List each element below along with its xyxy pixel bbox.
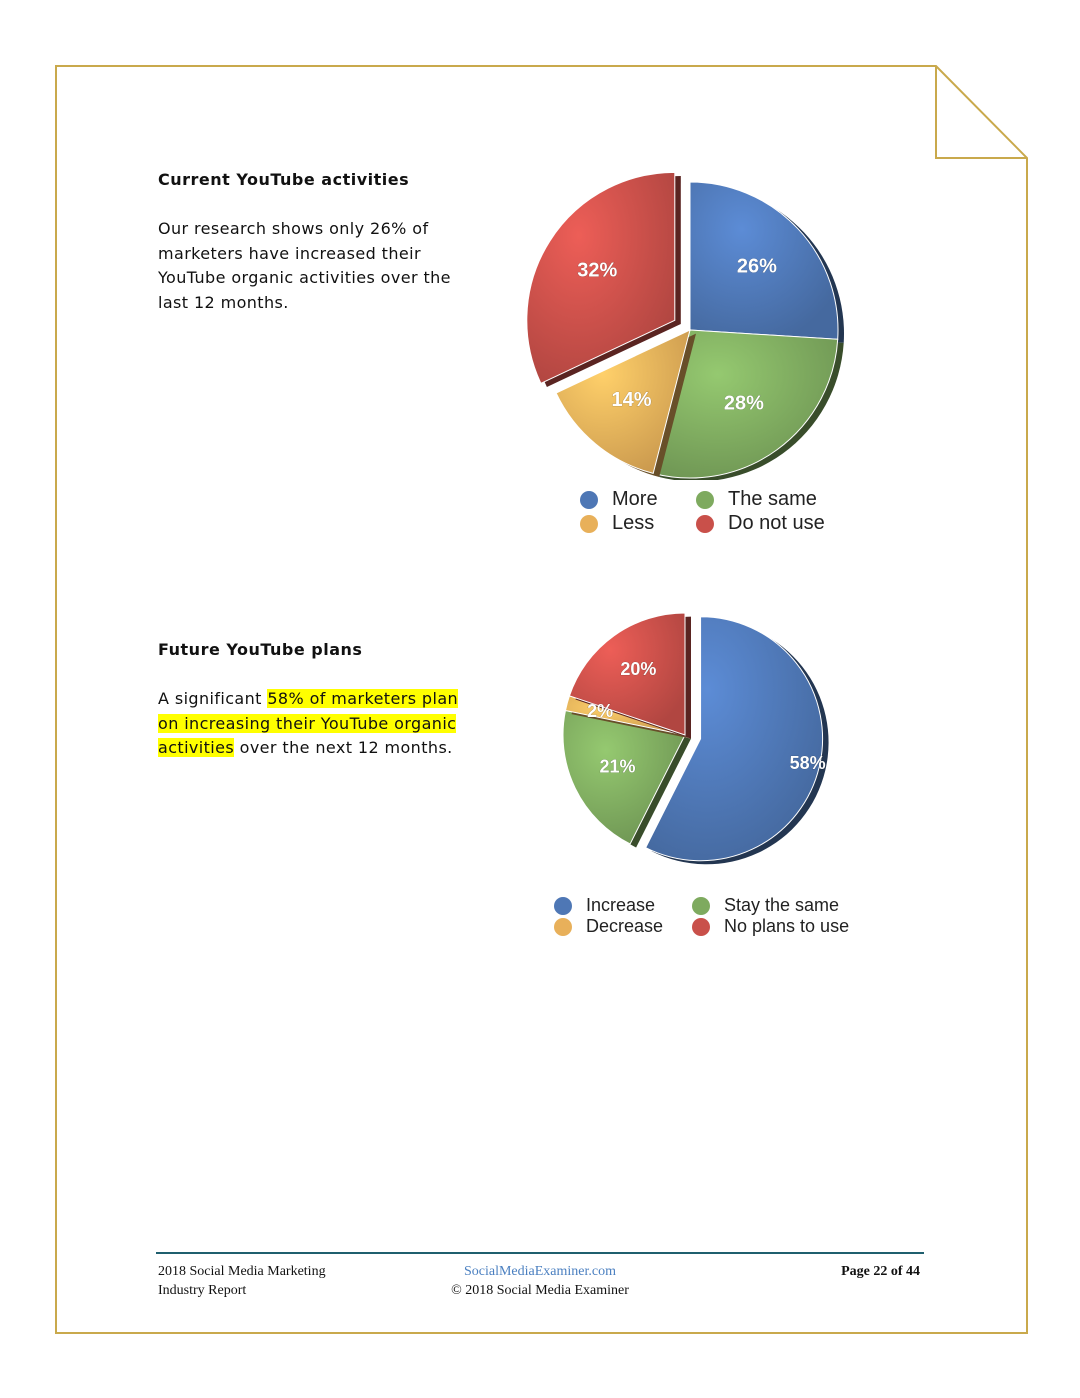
legend-swatch-decrease xyxy=(554,918,572,936)
pie-data-label-increase: 58% xyxy=(789,752,826,773)
legend-label-stay-the-same: Stay the same xyxy=(724,895,840,915)
footer-page-number: Page 22 of 44 xyxy=(841,1264,920,1279)
pie-data-label-more: 26% xyxy=(736,255,777,278)
legend-item-more xyxy=(580,488,658,511)
footer-report-line1: 2018 Social Media Marketing xyxy=(158,1264,326,1279)
legend-label-less: Less xyxy=(612,512,655,534)
footer-report-title xyxy=(158,1262,326,1300)
legend-item-stay-the-same xyxy=(692,895,839,916)
legend-swatch-less xyxy=(580,515,598,533)
legend-item-less xyxy=(580,512,654,535)
footer-copyright: © 2018 Social Media Examiner xyxy=(451,1283,629,1298)
legend-swatch-increase xyxy=(554,897,572,915)
legend-label-increase: Increase xyxy=(586,895,656,915)
legend-label-decrease: Decrease xyxy=(586,916,664,936)
legend-swatch-the-same xyxy=(696,491,714,509)
section-text-future-start: A significant xyxy=(158,689,268,708)
legend-item-do-not-use xyxy=(696,512,825,535)
legend-item-the-same xyxy=(696,488,817,511)
pie-data-label-no-plans-to-use: 20% xyxy=(620,658,657,679)
legend-item-decrease xyxy=(554,916,663,937)
legend-future xyxy=(554,895,874,941)
footer-rule xyxy=(156,1252,924,1254)
footer-report-line2: Industry Report xyxy=(158,1283,247,1298)
pie-data-label-the-same: 28% xyxy=(723,392,764,415)
highlighted-text: 58% of marketers plan on increasing their YouTube organic activities xyxy=(158,689,459,757)
legend-item-increase xyxy=(554,895,655,916)
section-text-current: Our research shows only 26% of marketers have increased their YouTube organic activities over the last 12 months. xyxy=(158,219,451,312)
pie-chart-future xyxy=(530,600,890,900)
footer-center xyxy=(390,1262,690,1300)
legend-item-no-plans-to-use xyxy=(692,916,849,937)
legend-label-do-not-use: Do not use xyxy=(728,512,825,534)
legend-swatch-do-not-use xyxy=(696,515,714,533)
legend-swatch-no-plans-to-use xyxy=(692,918,710,936)
section-text-future xyxy=(158,687,478,761)
legend-label-no-plans-to-use: No plans to use xyxy=(724,916,850,936)
legend-current xyxy=(580,488,880,540)
pie-data-label-stay-the-same: 21% xyxy=(599,756,636,777)
pie-data-label-less: 14% xyxy=(611,388,652,411)
footer-site-link[interactable]: SocialMediaExaminer.com xyxy=(463,1264,616,1279)
legend-label-more: More xyxy=(612,488,658,510)
legend-swatch-more xyxy=(580,491,598,509)
section-text-future-end: over the next 12 months. xyxy=(234,738,453,757)
section-title-current: Current YouTube activities xyxy=(158,170,410,189)
pie-data-label-decrease: 2% xyxy=(587,700,614,721)
section-title-future: Future YouTube plans xyxy=(158,640,363,659)
pie-data-label-do-not-use: 32% xyxy=(577,259,618,282)
pie-chart-current xyxy=(520,150,900,480)
legend-swatch-stay-the-same xyxy=(692,897,710,915)
legend-label-the-same: The same xyxy=(728,488,817,510)
